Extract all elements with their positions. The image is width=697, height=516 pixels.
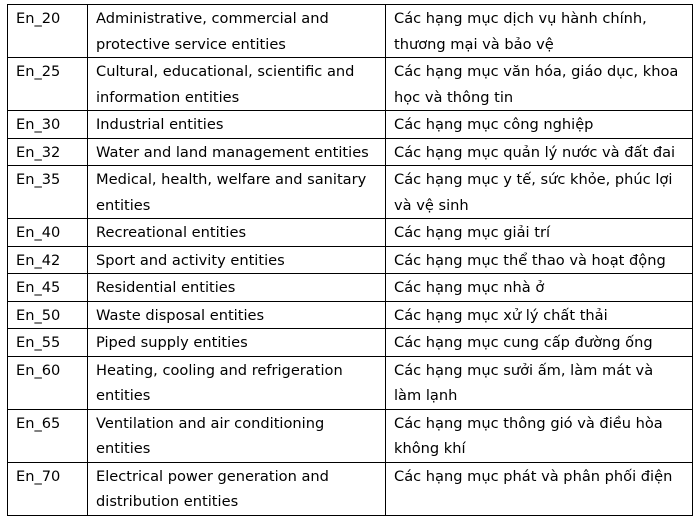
vietnamese-cell: Các hạng mục cung cấp đường ống bbox=[386, 329, 693, 357]
code-cell: En_45 bbox=[8, 274, 88, 302]
code-cell: En_20 bbox=[8, 5, 88, 58]
table-row bbox=[8, 246, 693, 274]
english-cell: Sport and activity entities bbox=[88, 246, 386, 274]
table-row bbox=[8, 409, 693, 462]
vietnamese-cell: Các hạng mục y tế, sức khỏe, phúc lợi và vệ sinh bbox=[386, 166, 693, 219]
vietnamese-cell: Các hạng mục công nghiệp bbox=[386, 111, 693, 139]
code-cell: En_25 bbox=[8, 58, 88, 111]
code-cell: En_32 bbox=[8, 138, 88, 166]
english-cell: Electrical power generation and distribution entities bbox=[88, 462, 386, 515]
english-cell: Cultural, educational, scientific and information entities bbox=[88, 58, 386, 111]
vietnamese-cell: Các hạng mục phát và phân phối điện bbox=[386, 462, 693, 515]
table-row bbox=[8, 462, 693, 515]
vietnamese-cell: Các hạng mục sưởi ấm, làm mát và làm lạnh bbox=[386, 356, 693, 409]
table-row bbox=[8, 356, 693, 409]
table-row bbox=[8, 166, 693, 219]
english-cell: Piped supply entities bbox=[88, 329, 386, 357]
code-cell: En_40 bbox=[8, 219, 88, 247]
vietnamese-cell: Các hạng mục văn hóa, giáo dục, khoa học và thông tin bbox=[386, 58, 693, 111]
vietnamese-cell: Các hạng mục dịch vụ hành chính, thương mại và bảo vệ bbox=[386, 5, 693, 58]
code-cell: En_65 bbox=[8, 409, 88, 462]
english-cell: Heating, cooling and refrigeration entities bbox=[88, 356, 386, 409]
table-row bbox=[8, 138, 693, 166]
code-cell: En_30 bbox=[8, 111, 88, 139]
table-row bbox=[8, 5, 693, 58]
english-cell: Ventilation and air conditioning entities bbox=[88, 409, 386, 462]
english-cell: Residential entities bbox=[88, 274, 386, 302]
vietnamese-cell: Các hạng mục xử lý chất thải bbox=[386, 301, 693, 329]
code-cell: En_60 bbox=[8, 356, 88, 409]
english-cell: Industrial entities bbox=[88, 111, 386, 139]
english-cell: Administrative, commercial and protective service entities bbox=[88, 5, 386, 58]
code-cell: En_35 bbox=[8, 166, 88, 219]
table-row bbox=[8, 274, 693, 302]
english-cell: Waste disposal entities bbox=[88, 301, 386, 329]
vietnamese-cell: Các hạng mục thể thao và hoạt động bbox=[386, 246, 693, 274]
english-cell: Recreational entities bbox=[88, 219, 386, 247]
table-body bbox=[8, 5, 693, 516]
vietnamese-cell: Các hạng mục nhà ở bbox=[386, 274, 693, 302]
vietnamese-cell: Các hạng mục thông gió và điều hòa không khí bbox=[386, 409, 693, 462]
english-cell: Medical, health, welfare and sanitary entities bbox=[88, 166, 386, 219]
vietnamese-cell: Các hạng mục giải trí bbox=[386, 219, 693, 247]
table-row bbox=[8, 301, 693, 329]
vietnamese-cell: Các hạng mục quản lý nước và đất đai bbox=[386, 138, 693, 166]
table-row bbox=[8, 329, 693, 357]
table-row bbox=[8, 111, 693, 139]
code-cell: En_55 bbox=[8, 329, 88, 357]
code-cell: En_50 bbox=[8, 301, 88, 329]
code-cell: En_70 bbox=[8, 462, 88, 515]
table-row bbox=[8, 58, 693, 111]
classification-table bbox=[7, 4, 693, 516]
english-cell: Water and land management entities bbox=[88, 138, 386, 166]
table-row bbox=[8, 219, 693, 247]
code-cell: En_42 bbox=[8, 246, 88, 274]
